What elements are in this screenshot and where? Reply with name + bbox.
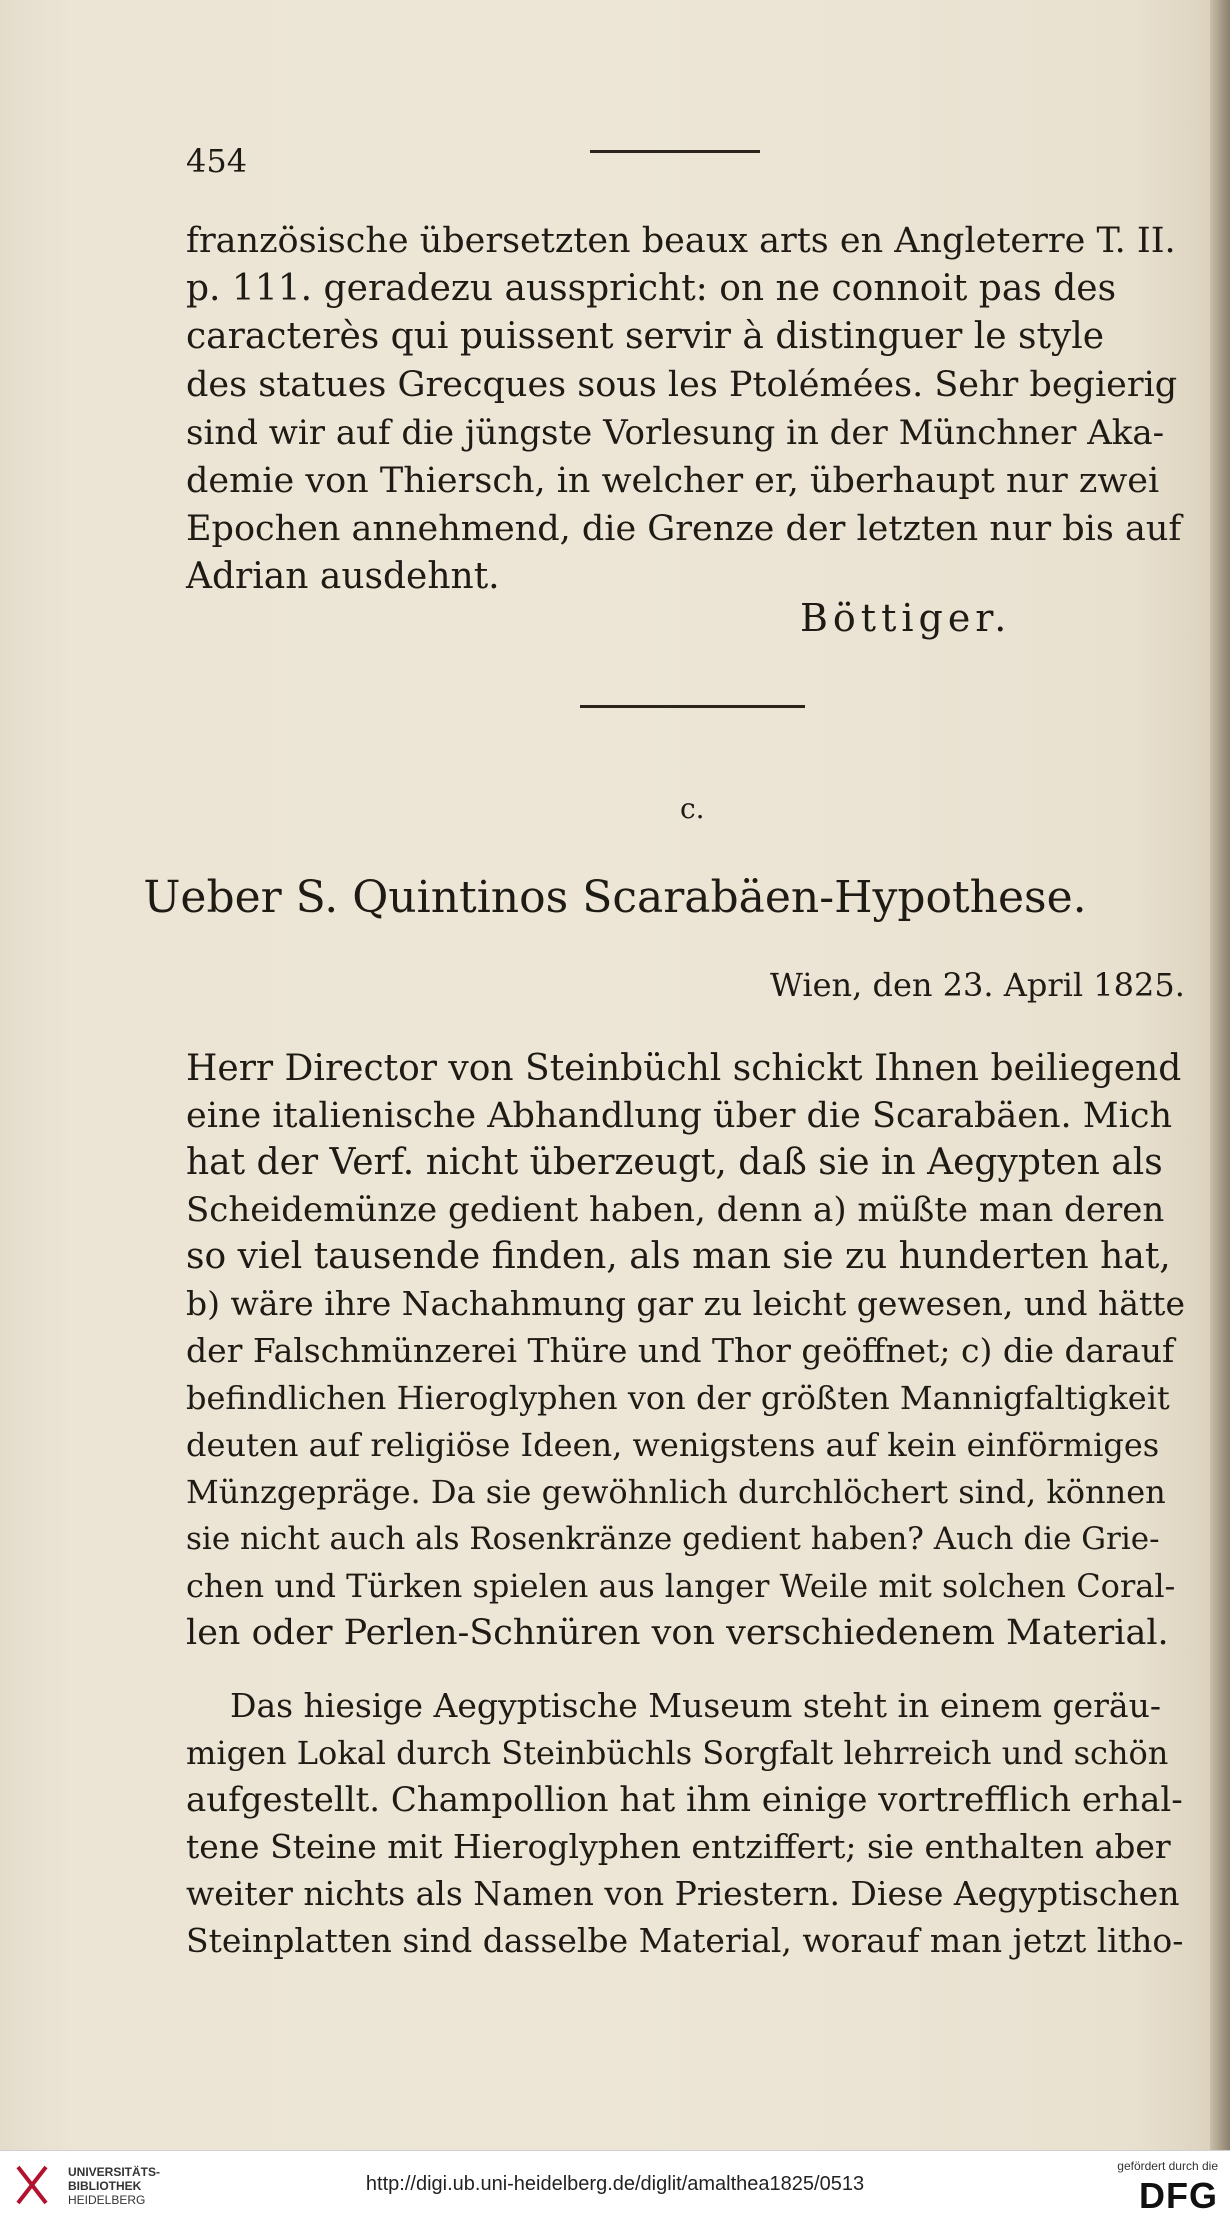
dfg-logo: DFG — [1139, 2175, 1218, 2216]
text-line: Steinplatten sind dasselbe Material, worauf man jetzt litho- — [186, 1921, 1184, 1960]
source-url-link[interactable]: http://digi.ub.uni-heidelberg.de/diglit/amalthea1825/0513 — [365, 2173, 865, 2195]
text-line: chen und Türken spielen aus langer Weile mit solchen Coral- — [186, 1567, 1176, 1605]
text-line: eine italienische Abhandlung über die Scarabäen. Mich — [186, 1096, 1172, 1136]
text-line: befindlichen Hieroglyphen von der größten Mannigfaltigkeit — [186, 1379, 1170, 1417]
text-line: hat der Verf. nicht überzeugt, daß sie in Aegypten als — [186, 1142, 1163, 1183]
text-line: b) wäre ihre Nachahmung gar zu leicht gewesen, und hätte — [186, 1284, 1185, 1323]
viewer-footer — [0, 2150, 1230, 2220]
text-line: tene Steine mit Hieroglyphen entziffert; sie enthalten aber — [186, 1827, 1171, 1866]
funding-note: gefördert durch die — [1117, 2159, 1218, 2173]
text-line: Herr Director von Steinbüchl schickt Ihnen beiliegend — [186, 1048, 1182, 1089]
text-line: sind wir auf die jüngste Vorlesung in der Münchner Aka- — [186, 413, 1165, 453]
author-signature: Böttiger. — [800, 596, 1012, 640]
text-line: französische übersetzten beaux arts en Angleterre T. II. — [186, 221, 1176, 261]
text-line: migen Lokal durch Steinbüchls Sorgfalt lehrreich und schön — [186, 1734, 1169, 1772]
article-title: Ueber S. Quintinos Scarabäen-Hypothese. — [143, 872, 1087, 923]
header-rule — [590, 150, 760, 153]
text-line: Das hiesige Aegyptische Museum steht in einem geräu- — [230, 1686, 1162, 1725]
text-line: des statues Grecques sous les Ptolémées. Sehr begierig — [186, 365, 1178, 405]
book-spine-shadow — [1210, 0, 1230, 2150]
page-number: 454 — [186, 142, 248, 180]
text-line: Adrian ausdehnt. — [186, 556, 500, 597]
section-letter: c. — [680, 792, 705, 825]
institution-line: BIBLIOTHEK — [68, 2179, 142, 2193]
text-line: p. 111. geradezu ausspricht: on ne connoit pas des — [186, 268, 1117, 309]
section-divider — [580, 705, 805, 708]
text-line: so viel tausende finden, als man sie zu hunderten hat, — [186, 1236, 1171, 1277]
text-line: caracterès qui puissent servir à distinguer le style — [186, 316, 1105, 357]
text-line: aufgestellt. Champollion hat ihm einige vortrefflich erhal- — [186, 1780, 1183, 1820]
text-line: sie nicht auch als Rosenkränze gedient haben? Auch die Grie- — [186, 1521, 1160, 1557]
institution-line: HEIDELBERG — [68, 2193, 146, 2207]
text-line: Münzgepräge. Da sie gewöhnlich durchlöchert sind, können — [186, 1473, 1166, 1511]
text-line: len oder Perlen-Schnüren von verschiedenem Material. — [186, 1613, 1169, 1653]
text-line: demie von Thiersch, in welcher er, überhaupt nur zwei — [186, 461, 1160, 501]
text-line: weiter nichts als Namen von Priestern. Diese Aegyptischen — [186, 1874, 1180, 1913]
dateline: Wien, den 23. April 1825. — [770, 966, 1185, 1004]
text-line: Scheidemünze gedient haben, denn a) müßte man deren — [186, 1190, 1165, 1230]
text-line: deuten auf religiöse Ideen, wenigstens auf kein einförmiges — [186, 1426, 1160, 1464]
institution-line: UNIVERSITÄTS- — [68, 2165, 161, 2179]
text-line: der Falschmünzerei Thüre und Thor geöffnet; c) die darauf — [186, 1331, 1175, 1370]
text-line: Epochen annehmend, die Grenze der letzten nur bis auf — [186, 509, 1182, 549]
